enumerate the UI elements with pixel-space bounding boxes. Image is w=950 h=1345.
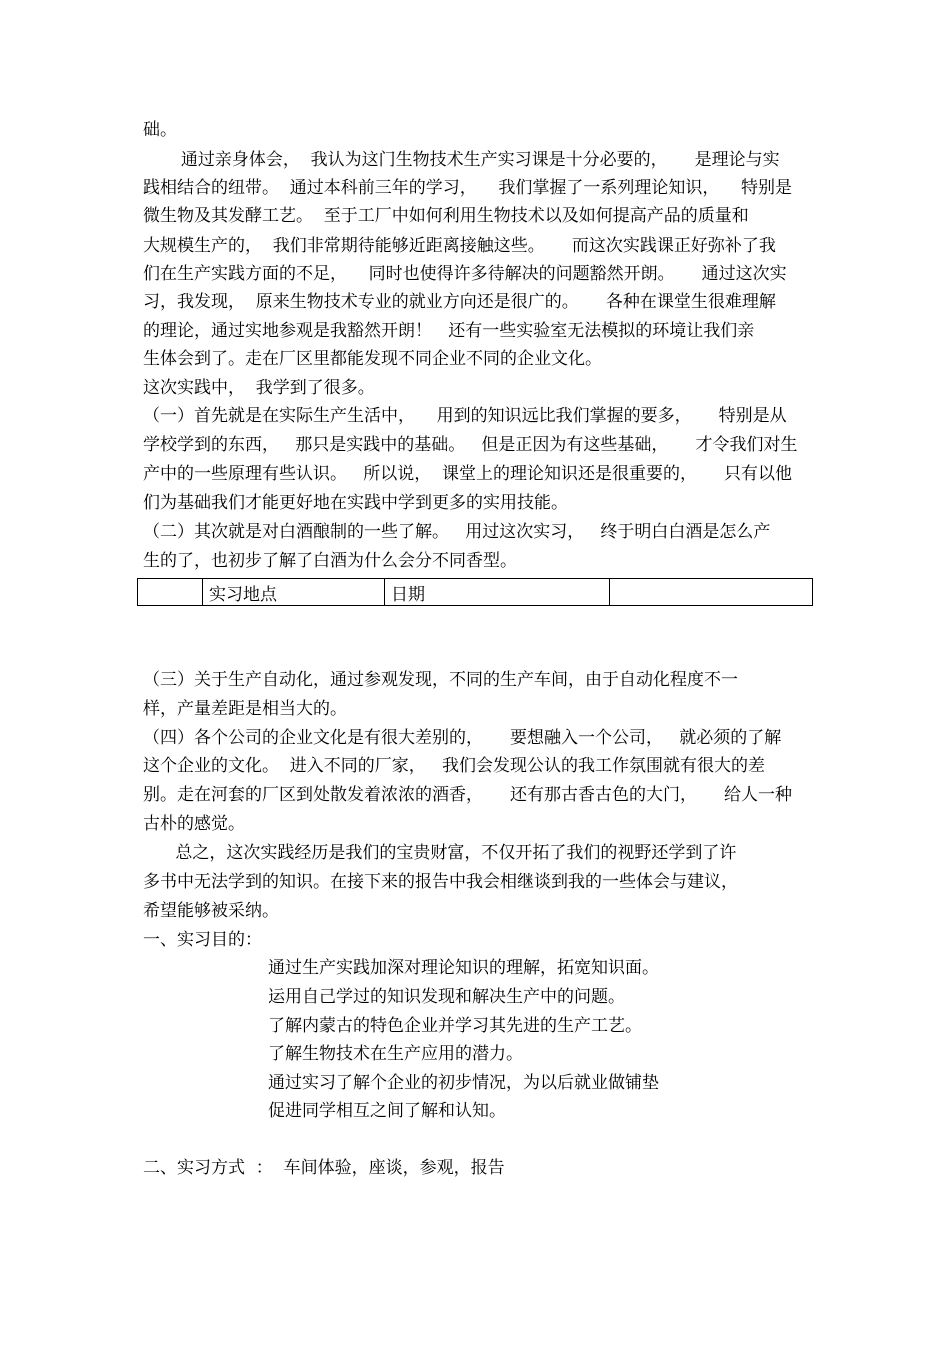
- table-cell: [138, 579, 203, 606]
- text-line: 通过亲身体会， 我认为这门生物技术生产实习课是十分必要的， 是理论与实: [143, 150, 780, 170]
- text-line: （三）关于生产自动化，通过参观发现，不同的生产车间，由于自动化程度不一: [143, 670, 738, 690]
- text-line: 古朴的感觉。: [143, 814, 245, 834]
- text-line: 的理论，通过实地参观是我豁然开朗！ 还有一些实验室无法模拟的环境让我们亲: [143, 321, 755, 341]
- text-line: 别。走在河套的厂区到处散发着浓浓的酒香， 还有那古香古色的大门， 给人一种: [143, 785, 793, 805]
- text-line: 们在生产实践方面的不足， 同时也使得许多待解决的问题豁然开朗。 通过这次实: [143, 264, 787, 284]
- text-line: （一）首先就是在实际生产生活中， 用到的知识远比我们掌握的要多， 特别是从: [143, 406, 787, 426]
- section-heading-goals: 一、实习目的：: [143, 930, 262, 950]
- list-item: 运用自己学过的知识发现和解决生产中的问题。: [268, 987, 625, 1007]
- text-line: 产中的一些原理有些认识。 所以说， 课堂上的理论知识还是很重要的， 只有以他: [143, 464, 793, 484]
- list-item: 通过实习了解个企业的初步情况，为以后就业做铺垫: [268, 1073, 659, 1093]
- list-item: 促进同学相互之间了解和认知。: [268, 1101, 506, 1121]
- table-cell-location-label: 实习地点: [203, 579, 385, 606]
- text-line: 生体会到了。走在厂区里都能发现不同企业不同的企业文化。: [143, 349, 602, 369]
- text-line: 样，产量差距是相当大的。: [143, 699, 347, 719]
- text-line: 大规模生产的， 我们非常期待能够近距离接触这些。 而这次实践课正好弥补了我: [143, 236, 776, 256]
- table-cell: [610, 579, 813, 606]
- text-line: 总之，这次实践经历是我们的宝贵财富，不仅开拓了我们的视野还学到了许: [143, 843, 737, 863]
- text-line: 践相结合的纽带。 通过本科前三年的学习， 我们掌握了一系列理论知识， 特别是: [143, 178, 793, 198]
- text-line: 微生物及其发酵工艺。 至于工厂中如何利用生物技术以及如何提高产品的质量和: [143, 206, 749, 226]
- text-line: （二）其次就是对白酒酿制的一些了解。 用过这次实习， 终于明白白酒是怎么产: [143, 522, 771, 542]
- text-line: 生的了，也初步了解了白酒为什么会分不同香型。: [143, 551, 517, 571]
- text-line: 习，我发现， 原来生物技术专业的就业方向还是很广的。 各种在课堂生很难理解: [143, 292, 776, 312]
- section-heading-method: 二、实习方式 ： 车间体验，座谈，参观，报告: [143, 1158, 505, 1178]
- info-table: [137, 578, 813, 606]
- text-line: 这个企业的文化。 进入不同的厂家， 我们会发现公认的我工作氛围就有很大的差: [143, 756, 766, 776]
- list-item: 了解生物技术在生产应用的潜力。: [268, 1044, 523, 1064]
- text-line: 础。: [143, 120, 177, 140]
- text-line: 学校学到的东西， 那只是实践中的基础。 但是正因为有这些基础， 才令我们对生: [143, 435, 798, 455]
- text-line: （四）各个公司的企业文化是有很大差别的， 要想融入一个公司， 就必须的了解: [143, 728, 782, 748]
- text-line: 多书中无法学到的知识。在接下来的报告中我会相继谈到我的一些体会与建议，: [143, 872, 738, 892]
- list-item: 通过生产实践加深对理论知识的理解，拓宽知识面。: [268, 958, 659, 978]
- table-row: [138, 579, 813, 606]
- list-item: 了解内蒙古的特色企业并学习其先进的生产工艺。: [268, 1016, 642, 1036]
- text-line: 这次实践中， 我学到了很多。: [143, 378, 375, 398]
- text-line: 们为基础我们才能更好地在实践中学到更多的实用技能。: [143, 493, 568, 513]
- table-cell-date-label: 日期: [385, 579, 610, 606]
- text-line: 希望能够被采纳。: [143, 901, 279, 921]
